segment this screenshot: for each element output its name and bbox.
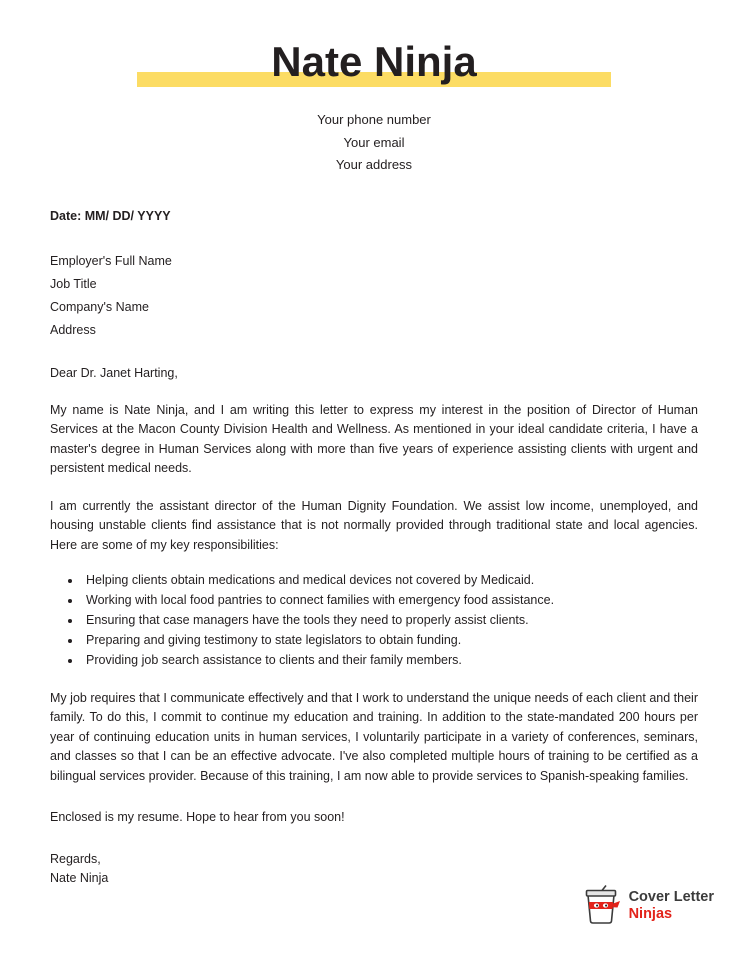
paragraph-1: My name is Nate Ninja, and I am writing this letter to express my interest in the position of Director of Human Services at the Macon County Division Health and Wellness. As mentioned in your ideal candidate criteria, I have a master's degree in Human Services along with more than five years of experience assisting clients with urgent and persistent medical needs. [50, 402, 698, 476]
recipient-company: Company's Name [50, 299, 149, 314]
closing-line: Enclosed is my resume. Hope to hear from you soon! [50, 810, 345, 825]
recipient-address: Address [50, 322, 96, 337]
salutation: Dear Dr. Janet Harting, [50, 365, 178, 380]
list-item: • Preparing and giving testimony to state legislators to obtain funding. [82, 631, 698, 651]
list-item: • Ensuring that case managers have the tools they need to properly assist clients. [82, 611, 698, 631]
signoff-name: Nate Ninja [50, 871, 109, 886]
list-item: • Helping clients obtain medications and medical devices not covered by Medicaid. [82, 571, 698, 591]
paragraph-2: I am currently the assistant director of the Human Dignity Foundation. We assist low income, unemployed, and housing unstable clients find assistance that is not normally provided through traditional state and local agencies. Here are some of my key responsibilities: [50, 498, 698, 552]
contact-block [50, 109, 698, 177]
letter-body [50, 207, 698, 889]
paragraph-3: My job requires that I communicate effectively and that I work to understand the unique needs of each client and their family. To do this, I commit to continue my education and training. In addition to the state-mandated 200 hours per year of continuing education units in human services, I voluntarily participate in a variety of conferences, seminars, and classes so that I can be an effective advocate. I've also completed multiple hours of training to be certified as a bilingual services provider. Because of this training, I am now able to provide services to Spanish-speaking families. [50, 690, 698, 783]
ninja-cup-icon [581, 885, 621, 927]
list-item: • Working with local food pantries to connect families with emergency food assistance. [82, 591, 698, 611]
applicant-name: Nate Ninja [271, 38, 477, 85]
signoff-regards: Regards, [50, 851, 101, 866]
brand-name-line1: Cover Letter [628, 889, 714, 906]
signoff-block [50, 850, 698, 889]
recipient-name: Employer's Full Name [50, 253, 172, 268]
responsibilities-list [50, 571, 698, 671]
brand-name-line2: Ninjas [628, 906, 673, 922]
recipient-block [50, 250, 698, 342]
brand-logo-text [629, 889, 714, 922]
letter-header [50, 0, 698, 87]
contact-phone: Your phone number [317, 112, 431, 128]
contact-email: Your email [343, 134, 405, 150]
brand-logo [581, 885, 714, 927]
list-item: • Providing job search assistance to clients and their family members. [82, 651, 698, 671]
recipient-job-title: Job Title [50, 276, 97, 291]
letter-date: Date: MM/ DD/ YYYY [50, 208, 171, 223]
contact-address: Your address [335, 157, 413, 173]
